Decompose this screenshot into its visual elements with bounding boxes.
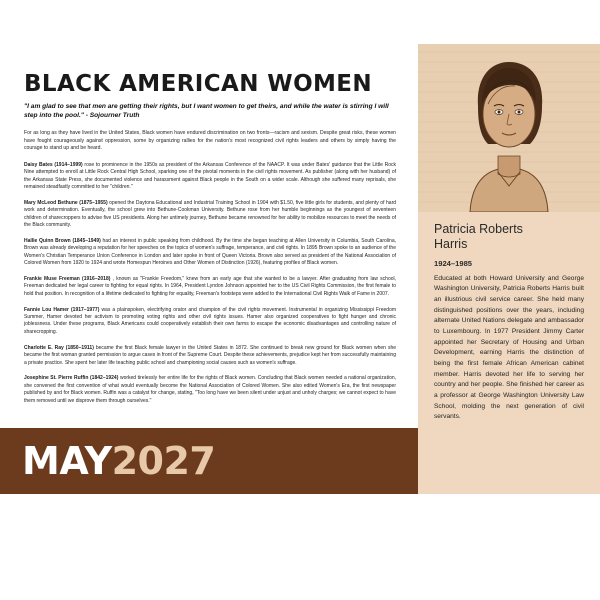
main-article-column (0, 44, 418, 494)
bio-name: Daisy Bates (24, 161, 53, 168)
bio-entry (24, 162, 396, 192)
portrait-illustration (418, 44, 600, 212)
bio-text: became the first Black female lawyer in the United States in 1872. She continued to break new ground for Black women when she became the first woman granted permission to argue cases in front of the Supreme Court. Despite these achievements, prejudice kept her from successfully maintaining a private practice. She spent her later life teaching public school and championing social causes such as women's suffrage. (24, 344, 397, 366)
calendar-page (0, 44, 600, 494)
bio-years: (1850–1911) (65, 344, 94, 351)
bio-entry (24, 238, 396, 268)
feature-dates: 1924–1985 (434, 258, 473, 268)
page-title: BLACK AMERICAN WOMEN (24, 71, 373, 97)
bio-years: (1917–1977) (71, 306, 100, 313)
feature-name-line2: Harris (434, 236, 468, 251)
bio-entry (24, 375, 396, 405)
feature-name-line1: Patricia Roberts (434, 222, 523, 236)
bio-entry (24, 307, 396, 337)
feature-biography: Educated at both Howard University and George Washington University, Patricia Roberts Harris built an illustrious civil service career. She held many distinguished positions over the years, including alternate United Nations delegate and ambassador to Luxembourg. In 1977 President Jimmy Carter appointed her Secretary of Housing and Urban Development, earning Harris the distinction of being the first female African American cabinet member. Harris devoted her life to serving her country and her people. She finished her career as a professor at George Washington University Law School, molding the next generation of civil servants. (434, 274, 584, 421)
intro-paragraph: For as long as they have lived in the United States, Black women have endured discrimination on two fronts—racism and sexism. Despite great risks, these women have fought courageously against oppression, some by organizing rallies for the nation's most recognized civil rights leaders and others by simply having the courage to stand up and be heard. (24, 129, 396, 152)
bio-name: Mary McLeod Bethune (24, 199, 78, 206)
bio-years: (1845–1949) (72, 237, 101, 244)
bio-years: (1875–1955) (79, 199, 108, 206)
bio-name: Josephine St. Pierre Ruffin (24, 375, 89, 382)
bio-text: was a plainspoken, electrifying orator and champion of the civil rights movement. Instrumental in organizing Mississippi Freedom Summer, Hamer devoted her activism to promoting voting rights and other civil rights issues. Hamer also organized cooperatives to fight hunger and chronic joblessness. Under these programs, Black Americans could cooperatively establish their own farms to escape the economic disadvantages and controlling nature of sharecropping. (24, 306, 397, 335)
bio-text: had an interest in public speaking from childhood. By the time she began teaching at Allen University in Columbia, South Carolina, Brown was already developing a reputation for her speeches on the topics of women's suffrage, temperance, and civil rights. In 1895 Brown spoke to an audience of the Women's Christian Temperance Union Conference in London and later spoke in front of Queen Victoria. Brown also served as president of the National Association of Colored Women from 1920 to 1924 and wrote Homespun Heroines and Other Women of Distinction (1926), featuring profiles of Black women. (24, 237, 397, 267)
bio-name: Fannie Lou Hamer (24, 306, 69, 313)
feature-sidebar (418, 44, 600, 494)
bio-name: Hallie Quinn Brown (24, 237, 71, 244)
bio-years: (1914–1999) (54, 161, 83, 168)
bio-entry (24, 345, 396, 367)
feature-text-block (418, 212, 600, 423)
bio-entry (24, 200, 396, 230)
bio-name: Charlotte E. Ray (24, 344, 64, 351)
bio-name: Frankie Muse Freeman (24, 276, 80, 283)
bio-years: (1916–2018) (82, 276, 111, 283)
month-label-group (22, 439, 216, 483)
article-body (0, 44, 418, 405)
month-banner (0, 428, 418, 494)
month-year: 2027 (111, 439, 216, 483)
bio-entry (24, 276, 396, 298)
pull-quote: "I am glad to see that men are getting their rights, but I want women to get theirs, and while the water is stirring I will step into the pool." - Sojourner Truth (24, 103, 389, 120)
bio-text: worked tirelessly her entire life for the rights of Black women. Concluding that Black women needed a national organization, she convened the first convention of what would eventually become the National Association of Colored Women. She also edited Women's Era, the first newspaper published by and for Black women. Ruffin was a catalyst for change, stating, "Too long have we been silent under unjust and unholy charges; we cannot expect to have them removed until we disprove them through ourselves." (24, 375, 397, 404)
feature-name (434, 222, 584, 252)
bio-text: rose to prominence in the 1950s as president of the Arkansas Conference of the NAACP. It was under Bates' guidance that the Little Rock Nine attempted to enroll at Little Rock Central High School, sparking one of the pivotal moments in the civil rights movement. As publisher (along with her husband) of the Arkansas State Press, she documented violence and harassment against Black people in the South on a wider scale. Although she suffered many reprisals, she remained steadfastly committed to her "children." (24, 161, 397, 191)
bio-years: (1842–1924) (90, 375, 119, 382)
bio-text: opened the Daytona Educational and Industrial Training School in 1904 with $1.50, five little girls for students, and plenty of hard work and determination. Eventually, the school grew into Bethune-Cookman University. Bethune rose from her humble beginnings as the youngest of seventeen children of sharecroppers to advise five US presidents. Along her untimely journey, Bethune became renowned for her ability to mobilize resources to meet the needs of the Black community. (24, 199, 397, 229)
month-name: MAY (22, 439, 112, 483)
bio-text: , known as "Frankie Freedom," knew from an early age that she wanted to be a lawyer. After graduating from law school, Freeman dedicated her legal career to fighting for equal rights. In 1964, President Lyndon Johnson appointed her to the US Civil Rights Commission, the first female to hold that position. In recognition of a lifetime dedicated to fighting for equality, Freeman's footsteps were added to the International Civil Rights Walk of Fame in 2007. (24, 276, 397, 297)
